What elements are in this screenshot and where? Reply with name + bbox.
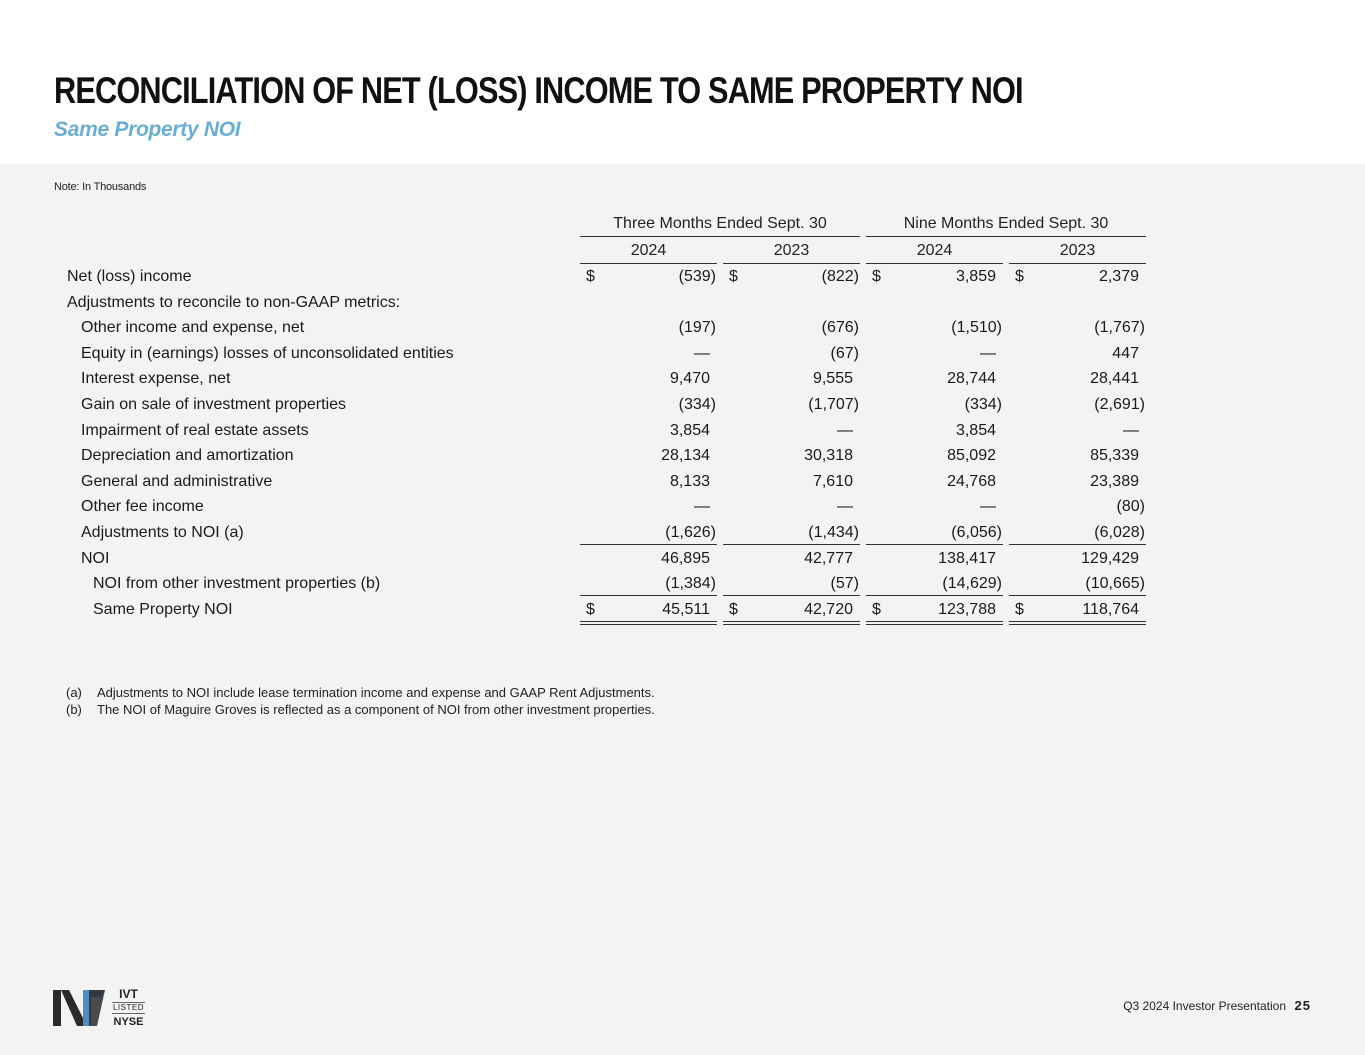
subtotal-rule xyxy=(723,544,860,545)
table-cell xyxy=(1015,472,1145,492)
cell-value: (197) xyxy=(678,319,716,336)
cell-value: (14,629) xyxy=(942,575,1002,592)
table-cell xyxy=(586,574,716,594)
table-cell xyxy=(872,446,1002,466)
cell-value: — xyxy=(837,498,853,515)
cell-value: — xyxy=(980,345,996,362)
table-cell xyxy=(729,600,859,620)
year-header: 2023 xyxy=(1059,242,1096,259)
cell-value: — xyxy=(980,498,996,515)
cell-value: (6,028) xyxy=(1094,524,1145,541)
total-double-rule xyxy=(580,621,717,625)
subtotal-rule xyxy=(723,595,860,596)
table-cell xyxy=(586,472,716,492)
table-cell xyxy=(729,523,859,543)
footnote-mark: (a) xyxy=(66,685,82,700)
cell-value: 46,895 xyxy=(661,550,710,567)
table-cell xyxy=(586,421,716,441)
table-cell xyxy=(586,549,716,569)
footnote-a xyxy=(66,685,655,700)
subtotal-rule xyxy=(866,595,1003,596)
logo-nyse: NYSE xyxy=(113,1016,144,1028)
row-label: Net (loss) income xyxy=(67,268,192,285)
year-header: 2024 xyxy=(630,242,667,259)
year-header: 2023 xyxy=(773,242,810,259)
page-number: 25 xyxy=(1294,998,1311,1013)
cell-value: — xyxy=(1123,422,1139,439)
table-cell xyxy=(729,472,859,492)
subtotal-rule xyxy=(580,544,717,545)
cell-value: 129,429 xyxy=(1081,550,1139,567)
cell-value: 42,720 xyxy=(804,601,853,618)
footnote-text: The NOI of Maguire Groves is reflected as a component of NOI from other investment properties. xyxy=(97,702,655,717)
year-underline xyxy=(866,263,1003,264)
cell-value: (10,665) xyxy=(1085,575,1145,592)
table-cell xyxy=(1015,421,1145,441)
cell-value: 45,511 xyxy=(662,601,710,618)
table-cell xyxy=(1015,574,1145,594)
table-cell xyxy=(586,600,716,620)
table-cell xyxy=(872,600,1002,620)
cell-value: 9,555 xyxy=(812,370,853,387)
cell-value: (80) xyxy=(1116,498,1145,515)
cell-value: (57) xyxy=(830,575,859,592)
table-cell xyxy=(729,421,859,441)
table-cell xyxy=(1015,446,1145,466)
cell-value: (1,384) xyxy=(665,575,716,592)
cell-value: (6,056) xyxy=(951,524,1002,541)
cell-value: 24,768 xyxy=(947,473,996,490)
cell-value: 447 xyxy=(1112,345,1139,362)
cell-value: (334) xyxy=(678,396,716,413)
total-double-rule xyxy=(866,621,1003,625)
footnote-mark: (b) xyxy=(66,702,82,717)
cell-value: 30,318 xyxy=(804,447,853,464)
row-label: NOI from other investment properties (b) xyxy=(93,575,381,592)
row-label: Equity in (earnings) losses of unconsolidated entities xyxy=(81,345,454,362)
group-header-three-months: Three Months Ended Sept. 30 xyxy=(613,215,827,232)
table-cell xyxy=(872,395,1002,415)
cell-value: 3,859 xyxy=(955,268,996,285)
group-underline xyxy=(580,236,860,237)
table-cell xyxy=(1015,369,1145,389)
table-cell xyxy=(1015,549,1145,569)
currency-symbol: $ xyxy=(872,268,881,285)
cell-value: 28,744 xyxy=(947,370,996,387)
subtotal-rule xyxy=(1009,595,1146,596)
table-cell xyxy=(872,344,1002,364)
table-cell xyxy=(1015,600,1145,620)
row-label: Other income and expense, net xyxy=(81,319,305,336)
row-label: Gain on sale of investment properties xyxy=(81,396,347,413)
cell-value: 85,339 xyxy=(1090,447,1139,464)
cell-value: — xyxy=(837,422,853,439)
table-cell xyxy=(586,318,716,338)
cell-value: (67) xyxy=(830,345,859,362)
subtotal-rule xyxy=(580,595,717,596)
row-label: Impairment of real estate assets xyxy=(81,422,309,439)
row-label: Same Property NOI xyxy=(93,601,233,618)
page-subtitle: Same Property NOI xyxy=(54,118,241,141)
table-cell xyxy=(729,344,859,364)
table-cell xyxy=(1015,267,1145,287)
row-label: Depreciation and amortization xyxy=(81,447,294,464)
cell-value: 3,854 xyxy=(669,422,710,439)
cell-value: (334) xyxy=(964,396,1002,413)
cell-value: 3,854 xyxy=(955,422,996,439)
cell-value: (1,707) xyxy=(808,396,859,413)
cell-value: 118,764 xyxy=(1082,601,1139,618)
row-label: General and administrative xyxy=(81,473,273,490)
currency-symbol: $ xyxy=(1015,601,1024,618)
table-cell xyxy=(729,318,859,338)
logo-listed: LISTED xyxy=(112,1003,144,1012)
cell-value: (1,626) xyxy=(665,524,716,541)
table-cell xyxy=(872,421,1002,441)
table-cell xyxy=(586,344,716,364)
table-cell xyxy=(1015,395,1145,415)
footer-label: Q3 2024 Investor Presentation xyxy=(1123,999,1286,1013)
table-cell xyxy=(729,395,859,415)
cell-value: 28,134 xyxy=(661,447,710,464)
table-cell xyxy=(729,574,859,594)
footnote-b xyxy=(66,702,655,717)
cell-value: 23,389 xyxy=(1090,473,1139,490)
currency-symbol: $ xyxy=(729,601,738,618)
cell-value: (2,691) xyxy=(1094,396,1145,413)
cell-value: 138,417 xyxy=(938,550,996,567)
table-cell xyxy=(729,446,859,466)
year-underline xyxy=(580,263,717,264)
cell-value: (1,434) xyxy=(808,524,859,541)
table-cell xyxy=(1015,344,1145,364)
year-header: 2024 xyxy=(916,242,953,259)
table-cell xyxy=(872,472,1002,492)
table-cell xyxy=(586,395,716,415)
currency-symbol: $ xyxy=(729,268,738,285)
cell-value: (676) xyxy=(821,319,859,336)
group-header-nine-months: Nine Months Ended Sept. 30 xyxy=(903,215,1109,232)
logo-ivt: IVT xyxy=(119,987,138,1001)
cell-value: — xyxy=(694,498,710,515)
cell-value: 9,470 xyxy=(669,370,710,387)
cell-value: 85,092 xyxy=(947,447,996,464)
currency-symbol: $ xyxy=(586,601,595,618)
table-cell xyxy=(729,497,859,517)
total-double-rule xyxy=(1009,621,1146,625)
year-underline xyxy=(723,263,860,264)
row-label: Interest expense, net xyxy=(81,370,231,387)
year-underline xyxy=(1009,263,1146,264)
group-underline xyxy=(866,236,1146,237)
table-cell xyxy=(729,549,859,569)
cell-value: 2,379 xyxy=(1098,268,1139,285)
footnote-text: Adjustments to NOI include lease termination income and expense and GAAP Rent Adjustments. xyxy=(97,685,655,700)
table-cell xyxy=(872,523,1002,543)
table-cell xyxy=(586,369,716,389)
table-cell xyxy=(872,369,1002,389)
table-cell xyxy=(872,497,1002,517)
row-label: NOI xyxy=(81,550,110,567)
cell-value: (822) xyxy=(821,268,859,285)
table-cell xyxy=(872,574,1002,594)
table-cell xyxy=(1015,523,1145,543)
cell-value: 42,777 xyxy=(804,550,853,567)
table-cell xyxy=(872,267,1002,287)
row-label: Adjustments to NOI (a) xyxy=(81,524,244,541)
cell-value: (539) xyxy=(678,268,716,285)
table-cell xyxy=(586,497,716,517)
table-cell xyxy=(729,369,859,389)
page-title: RECONCILIATION OF NET (LOSS) INCOME TO SAME PROPERTY NOI xyxy=(54,70,1023,111)
cell-value: (1,510) xyxy=(951,319,1002,336)
table-cell xyxy=(1015,497,1145,517)
cell-value: 123,788 xyxy=(938,601,996,618)
table-cell xyxy=(872,549,1002,569)
table-cell xyxy=(586,523,716,543)
subtotal-rule xyxy=(866,544,1003,545)
table-cell xyxy=(729,267,859,287)
units-note: Note: In Thousands xyxy=(54,181,147,193)
table-cell xyxy=(1015,318,1145,338)
currency-symbol: $ xyxy=(872,601,881,618)
cell-value: (1,767) xyxy=(1094,319,1145,336)
cell-value: — xyxy=(694,345,710,362)
total-double-rule xyxy=(723,621,860,625)
table-cell xyxy=(872,318,1002,338)
cell-value: 8,133 xyxy=(669,473,710,490)
cell-value: 7,610 xyxy=(812,473,853,490)
row-label: Other fee income xyxy=(81,498,204,515)
currency-symbol: $ xyxy=(586,268,595,285)
subtotal-rule xyxy=(1009,544,1146,545)
cell-value: 28,441 xyxy=(1090,370,1139,387)
row-label: Adjustments to reconcile to non-GAAP metrics: xyxy=(67,294,401,311)
currency-symbol: $ xyxy=(1015,268,1024,285)
table-cell xyxy=(586,446,716,466)
table-cell xyxy=(586,267,716,287)
